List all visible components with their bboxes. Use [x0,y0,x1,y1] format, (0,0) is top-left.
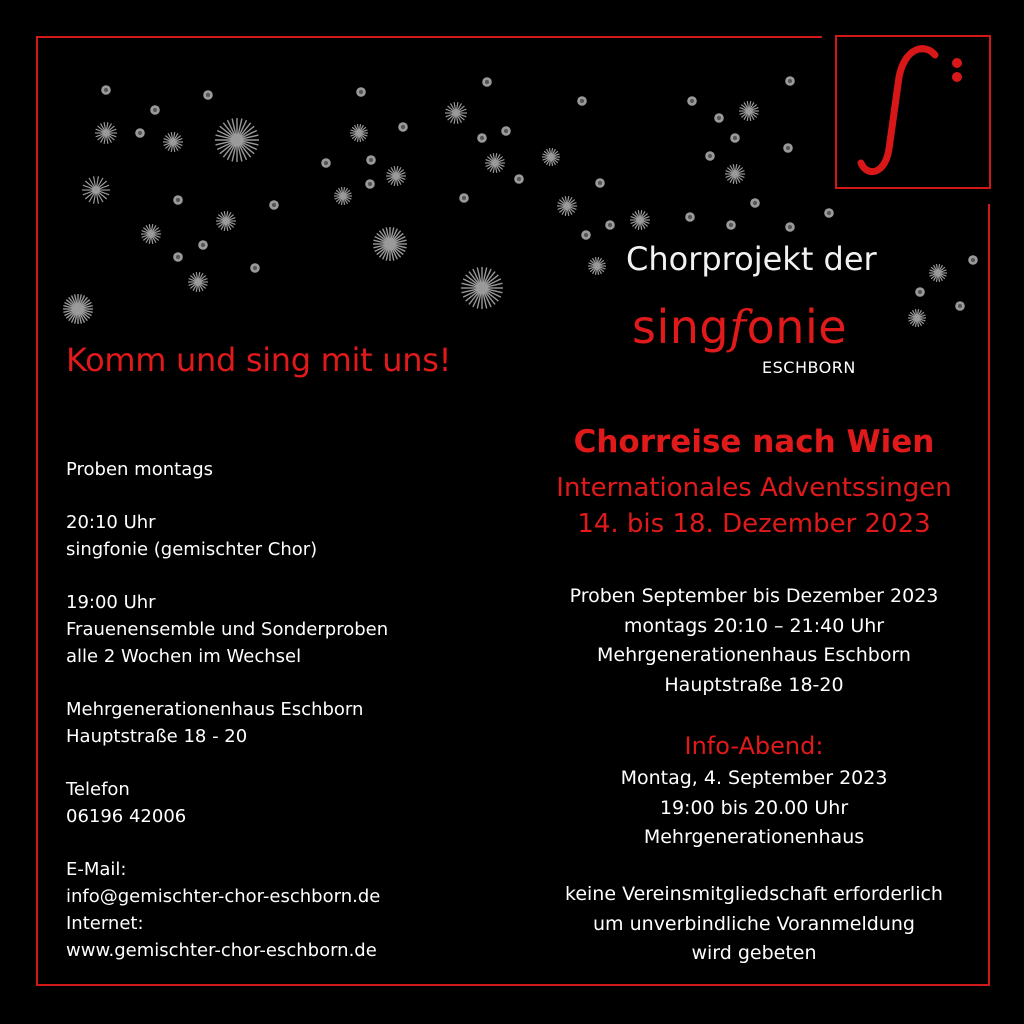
rehearsal-time: montags 20:10 – 21:40 Uhr [623,614,885,637]
venue-address: Hauptstraße 18 - 20 [66,726,248,747]
singfonie-logo-icon [837,37,989,187]
time-womens-ensemble: 19:00 Uhr [66,592,156,613]
website-link[interactable]: www.gemischter-chor-eschborn.de [66,940,377,961]
logo-box [835,35,991,189]
trip-subtitle: Internationales Adventssingen [556,473,952,503]
trip-dates: 14. bis 18. Dezember 2023 [577,509,931,539]
info-evening-title: Info-Abend: [684,732,824,760]
rehearsal-address: Hauptstraße 18-20 [664,673,844,696]
note-request: wird gebeten [691,942,817,964]
phone-number: 06196 42006 [66,806,187,827]
email-label: E-Mail: [66,859,127,880]
project-title: Chorprojekt der [626,240,877,278]
note-registration: um unverbindliche Voranmeldung [593,912,915,935]
internet-label: Internet: [66,913,144,934]
page-heading: Komm und sing mit uns! [66,341,452,379]
brand-subtitle: ESCHBORN [762,358,856,377]
phone-label: Telefon [66,779,130,800]
rehearsal-day: Proben montags [66,459,214,480]
info-evening-details [530,764,978,853]
rehearsal-period: Proben September bis Dezember 2023 [569,585,939,607]
brand-wordmark: singfonie [632,300,848,354]
time-mixed-choir: 20:10 Uhr [66,512,156,533]
info-evening-time: 19:00 bis 20.00 Uhr [659,796,849,819]
venue-name: Mehrgenerationenhaus Eschborn [66,699,364,720]
note-membership: keine Vereinsmitgliedschaft erforderlich [565,883,943,905]
trip-title: Chorreise nach Wien [573,424,935,460]
rehearsal-venue: Mehrgenerationenhaus Eschborn [597,644,911,666]
mixed-choir-label: singfonie (gemischter Chor) [66,539,318,560]
trip-details [530,470,978,542]
info-evening-date: Montag, 4. September 2023 [620,767,888,789]
womens-ensemble-label: Frauenensemble und Sonderproben [66,619,389,640]
email-address[interactable]: info@gemischter-chor-eschborn.de [66,886,381,907]
contact-column [66,456,466,990]
rehearsal-info [530,582,978,700]
registration-notes [530,880,978,969]
alternation-note: alle 2 Wochen im Wechsel [66,646,302,667]
info-evening-place: Mehrgenerationenhaus [643,826,865,848]
